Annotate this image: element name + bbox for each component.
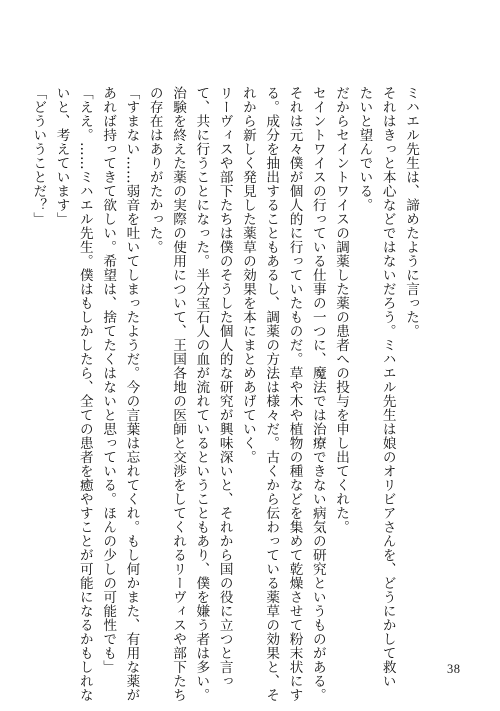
text-line: て、共に行うことになった。半分宝石人の血が流れているということもあり、僕を嫌う者は多い。: [193, 86, 210, 702]
text-line: の存在はありがたかった。: [146, 86, 163, 254]
text-line: いと、考えています」: [53, 86, 70, 226]
text-line: あれば持ってきて欲しい。希望は、捨てたくはないと思っている。ほんの少しの可能性でも」: [100, 86, 117, 674]
text-line: それはきっと本心などではないだろう。ミハエル先生は娘のオリビアさんを、どうにかして救い: [379, 86, 396, 688]
text-line: セイントワイスの行っている仕事の一つに、魔法では治療できない病気の研究というものがある。: [309, 86, 326, 702]
page-number: 38: [447, 662, 461, 676]
text-line: リーヴィスや部下たちは僕のそうした個人的な研究が興味深いと、それから国の役に立つと言っ: [216, 86, 233, 688]
text-line: ミハエル先生は、諦めたように言った。: [403, 86, 419, 338]
text-line: 「ええ。……ミハエル先生。僕はもしかしたら、全ての患者を癒やすことが可能になるかもしれな: [76, 86, 93, 702]
text-line: それは元々僕が個人的に行っていたものだ。草や木や植物の種などを集めて乾燥させて粉末状にす: [286, 86, 303, 702]
text-line: たいと望んでいる。: [356, 86, 373, 212]
vertical-text-body: [26, 86, 422, 702]
text-line: る。成分を抽出することもあるし、調薬の方法は様々だ。古くから伝わっている薬草の効果と、そ: [263, 86, 280, 702]
text-line: 「すまない……弱音を吐いてしまったようだ。今の言葉は忘れてくれ。もし何かまた、有用な薬が: [123, 86, 140, 702]
text-line: だからセイントワイスの調薬した薬の患者への投与を申し出てくれた。: [333, 86, 350, 534]
text-line: 治験を終えた薬の実際の使用について、王国各地の医師と交渉をしてくれるリーヴィスや部下たち: [170, 86, 187, 702]
text-line: 「どういうことだ？」: [30, 86, 47, 226]
text-line: れから新しく発見した薬草の効果を本にまとめあげていく。: [239, 86, 256, 464]
